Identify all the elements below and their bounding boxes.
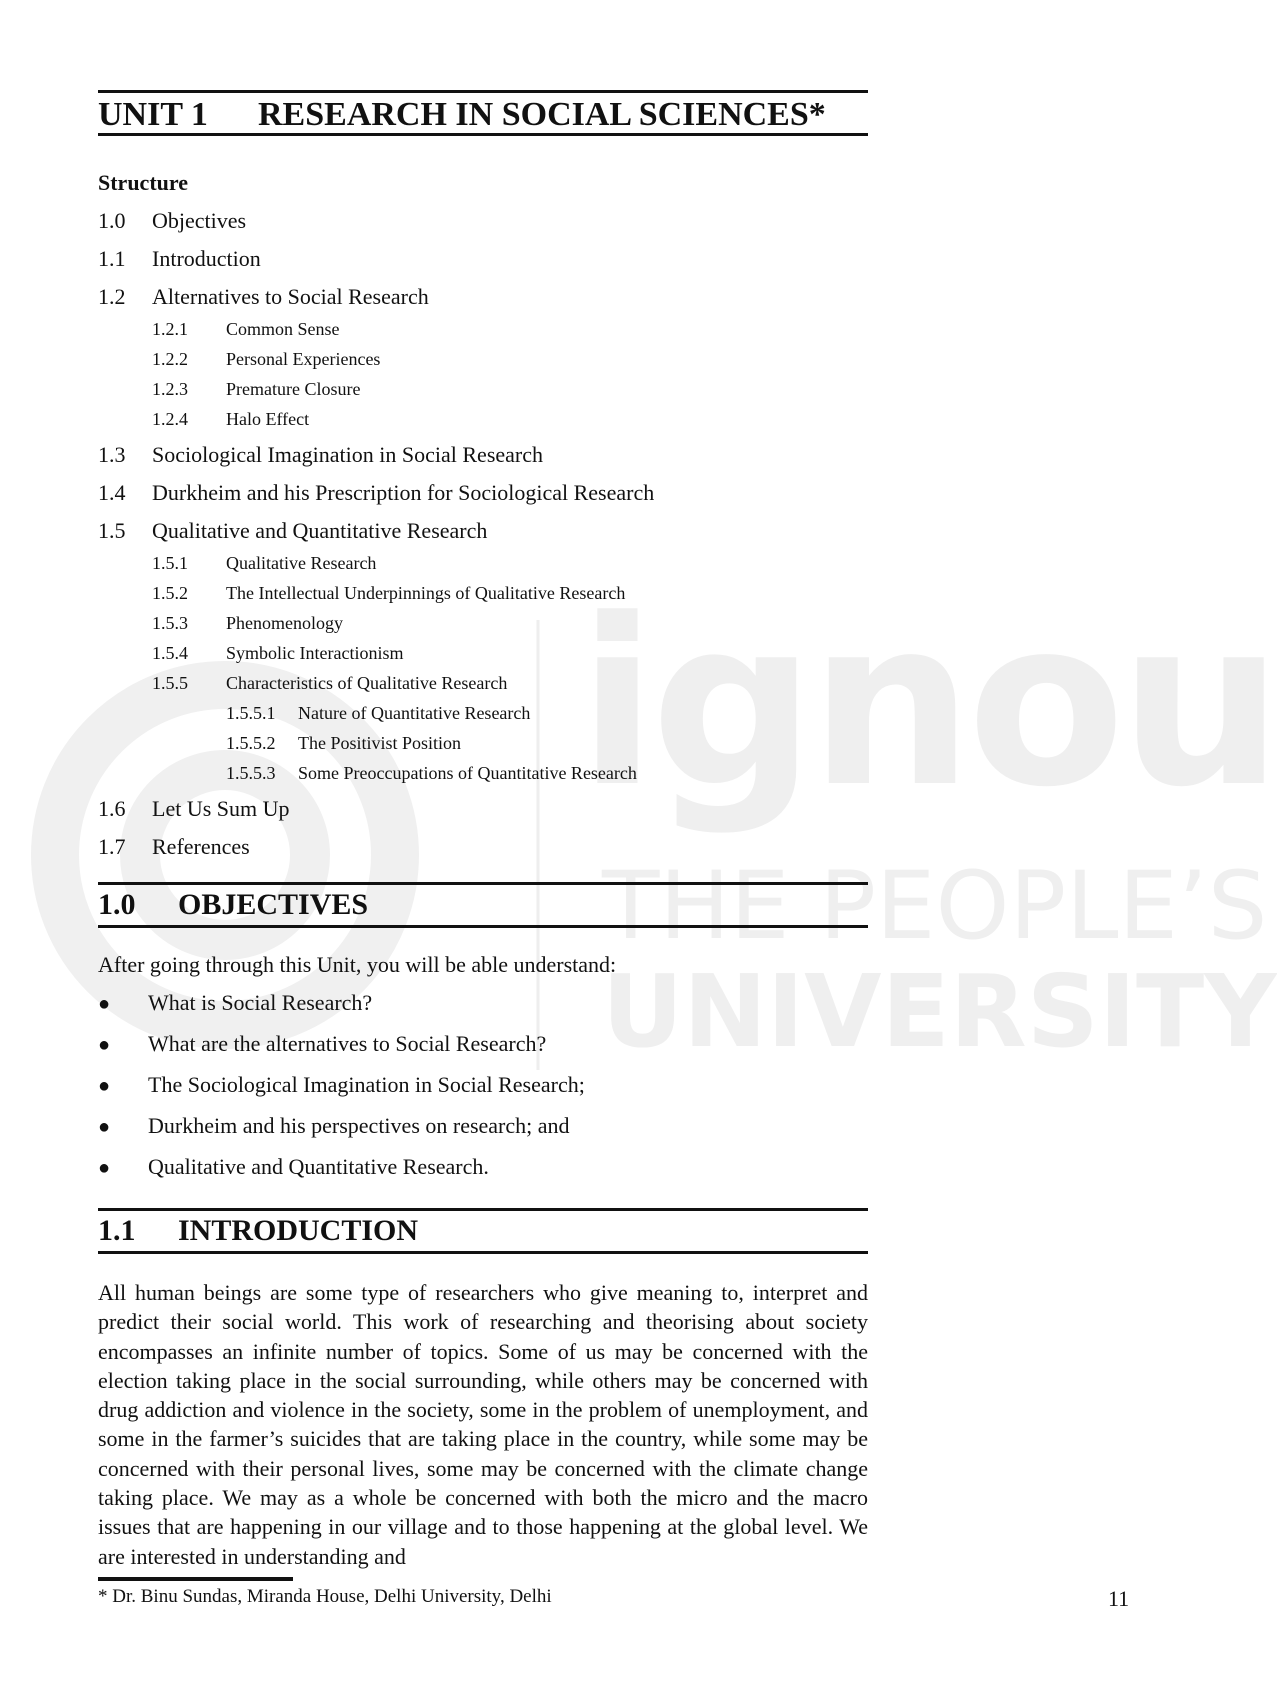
structure-label: Structure — [98, 170, 189, 195]
toc-subitem: 1.5.5 Characteristics of Qualitative Research — [152, 673, 508, 693]
introduction-paragraph: All human beings are some type of researchers who give meaning to, interpret and predict their social world. This work of researching and theorising about society encompasses an infinite number of topics. Some of us may be concerned with the election taking place in the social surrounding, while others may be concerned with drug addiction and violence in the society, some in the problem of unemployment, and some in the farmer’s suicides that are taking place in the country, while some may be concerned with their personal lives, some may be concerned with the climate change taking place. We may as a whole be concerned with both the micro and the macro issues that are happening in our village and to those happening at the global level. We are interested in understanding and — [98, 1280, 868, 1569]
toc-item: 1.6 Let Us Sum Up — [98, 796, 290, 821]
footnote-divider — [98, 1577, 293, 1581]
toc-item: 1.3 Sociological Imagination in Social Research — [98, 442, 544, 467]
toc-subitem: 1.2.2 Personal Experiences — [152, 349, 381, 369]
bullet-icon: ● — [98, 993, 111, 1015]
toc-subsubitem: 1.5.5.1 Nature of Quantitative Research — [226, 703, 531, 723]
page-number: 11 — [1108, 1586, 1130, 1611]
toc-subsubitem: 1.5.5.3 Some Preoccupations of Quantitative Research — [226, 763, 637, 783]
unit-title — [98, 90, 868, 136]
toc-item: 1.4 Durkheim and his Prescription for Sociological Research — [98, 480, 655, 505]
list-item: ● What is Social Research? — [98, 990, 373, 1015]
list-item: ● Durkheim and his perspectives on research; and — [98, 1113, 570, 1138]
watermark-university: UNIVERSITY — [602, 953, 1277, 1070]
bullet-icon: ● — [98, 1034, 111, 1056]
toc-subitem: 1.5.2 The Intellectual Underpinnings of Qualitative Research — [152, 583, 626, 603]
bullet-icon: ● — [98, 1075, 111, 1097]
watermark-peoples: THE PEOPLE’S — [602, 852, 1268, 961]
unit-number: UNIT 1 — [98, 96, 208, 133]
toc-item: 1.2 Alternatives to Social Research — [98, 284, 429, 309]
bullet-icon: ● — [98, 1116, 111, 1138]
toc-subitem: 1.2.4 Halo Effect — [152, 409, 310, 429]
toc-subitem: 1.5.3 Phenomenology — [152, 613, 343, 633]
list-item: ● What are the alternatives to Social Research? — [98, 1031, 547, 1056]
objectives-lead: After going through this Unit, you will be able understand: — [98, 952, 617, 977]
footnote: * Dr. Binu Sundas, Miranda House, Delhi University, Delhi — [98, 1586, 552, 1607]
watermark-ignou: ignou — [578, 571, 1277, 838]
toc-subitem: 1.5.1 Qualitative Research — [152, 553, 377, 573]
toc-item: 1.0 Objectives — [98, 208, 247, 233]
toc-item: 1.5 Qualitative and Quantitative Research — [98, 518, 488, 543]
toc-item: 1.1 Introduction — [98, 246, 261, 271]
unit-title-text: RESEARCH IN SOCIAL SCIENCES* — [258, 96, 826, 133]
list-item: ● The Sociological Imagination in Social Research; — [98, 1072, 585, 1097]
bullet-icon: ● — [98, 1157, 111, 1179]
toc-subitem: 1.2.3 Premature Closure — [152, 379, 361, 399]
toc-subitem: 1.5.4 Symbolic Interactionism — [152, 643, 404, 663]
toc-subsubitem: 1.5.5.2 The Positivist Position — [226, 733, 462, 753]
section-heading-objectives: 1.0 OBJECTIVES — [98, 882, 868, 928]
toc-subitem: 1.2.1 Common Sense — [152, 319, 340, 339]
toc-item: 1.7 References — [98, 834, 250, 859]
list-item: ● Qualitative and Quantitative Research. — [98, 1154, 489, 1179]
section-heading-introduction: 1.1 INTRODUCTION — [98, 1208, 868, 1254]
